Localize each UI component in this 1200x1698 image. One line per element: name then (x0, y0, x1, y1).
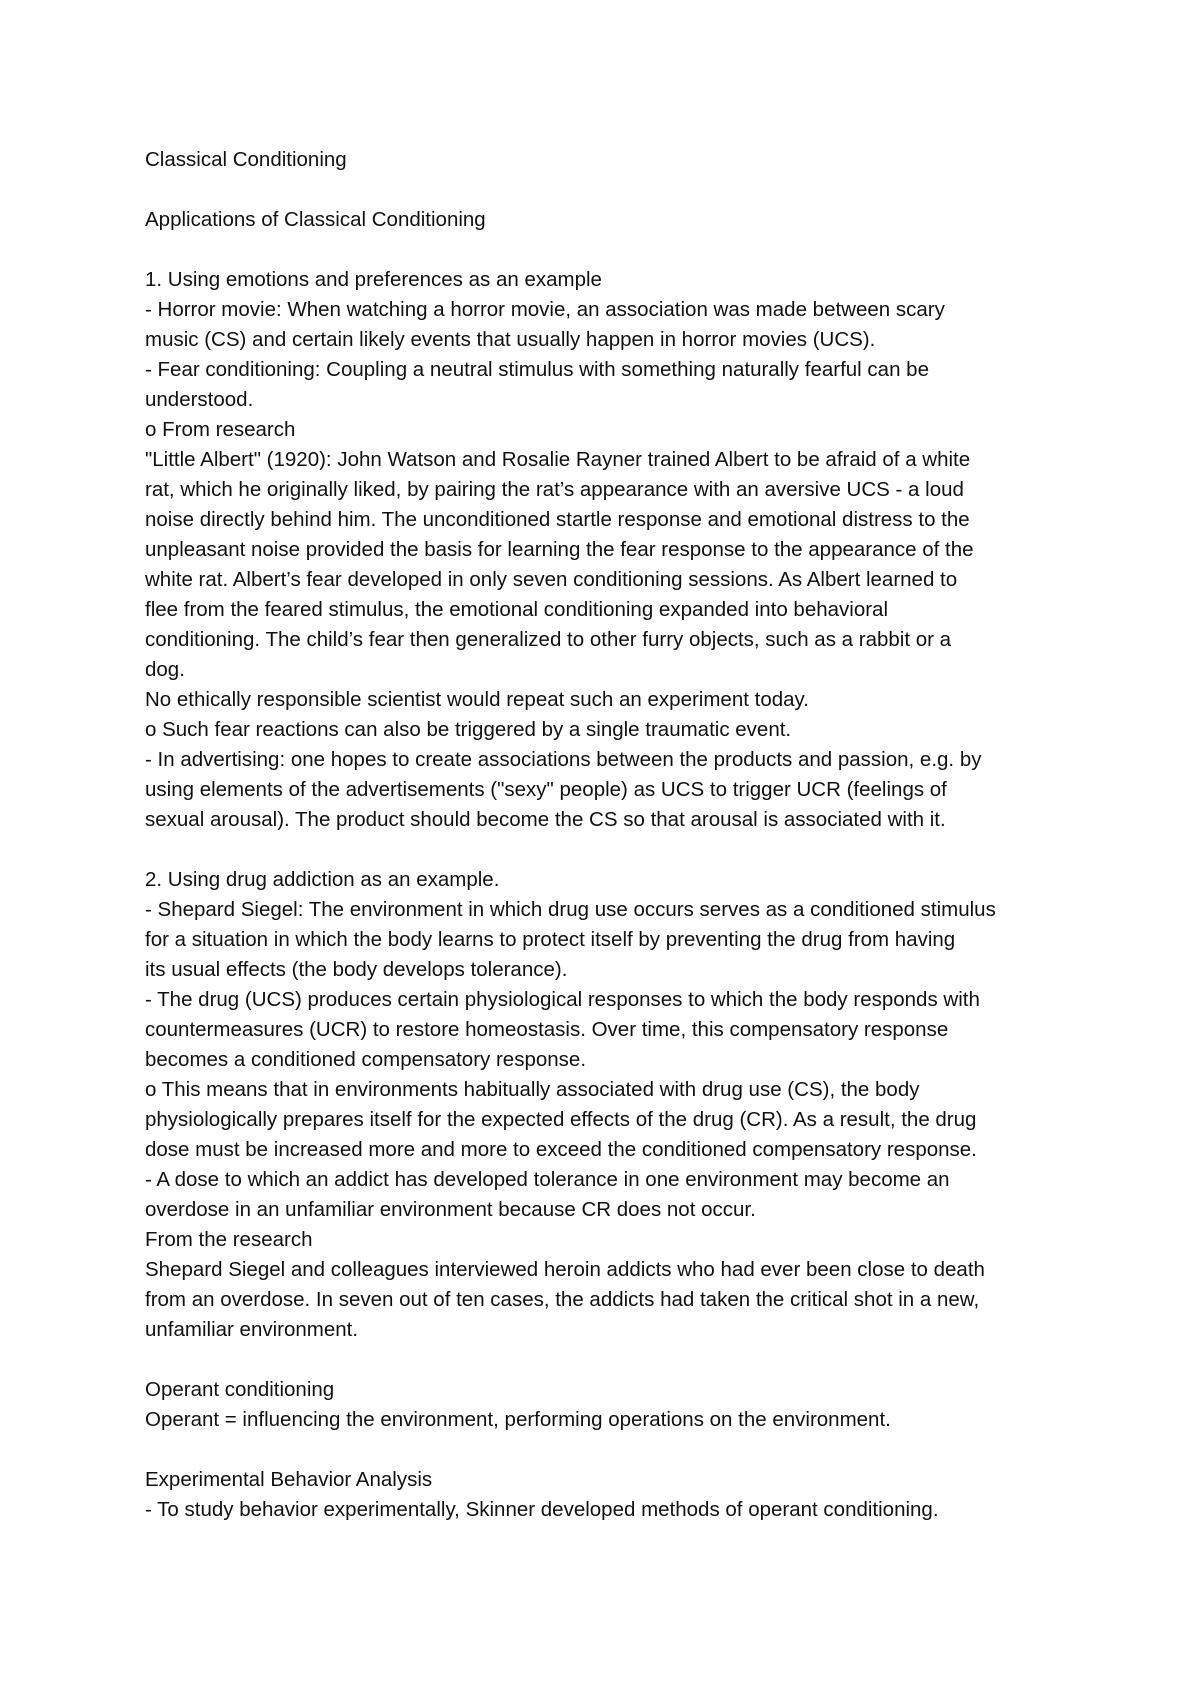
text-line: music (CS) and certain likely events that usually happen in horror movies (UCS). (145, 328, 876, 351)
text-line: dose must be increased more and more to exceed the conditioned compensatory response. (145, 1138, 977, 1161)
text-line: Shepard Siegel and colleagues interviewed heroin addicts who had ever been close to death (145, 1258, 985, 1281)
text-line: becomes a conditioned compensatory response. (145, 1048, 587, 1071)
blank-line (145, 175, 1085, 205)
section-heading: Experimental Behavior Analysis (145, 1468, 433, 1491)
text-line: from an overdose. In seven out of ten cases, the addicts had taken the critical shot in a new, (145, 1288, 980, 1311)
text-line: unpleasant noise provided the basis for learning the fear response to the appearance of the (145, 538, 974, 561)
document-title: Classical Conditioning (145, 148, 347, 171)
blank-line (145, 835, 1085, 865)
section-heading: Applications of Classical Conditioning (145, 208, 486, 231)
text-line: using elements of the advertisements ("sexy" people) as UCS to trigger UCR (feelings of (145, 778, 947, 801)
text-line: "Little Albert" (1920): John Watson and Rosalie Rayner trained Albert to be afraid of a white (145, 448, 971, 471)
blank-line (145, 235, 1085, 265)
text-line: - Horror movie: When watching a horror movie, an association was made between scary (145, 298, 945, 321)
text-line: countermeasures (UCR) to restore homeostasis. Over time, this compensatory response (145, 1018, 949, 1041)
text-line: rat, which he originally liked, by pairing the rat’s appearance with an aversive UCS - a loud (145, 478, 964, 501)
text-line: its usual effects (the body develops tolerance). (145, 958, 568, 981)
text-line: - Shepard Siegel: The environment in which drug use occurs serves as a conditioned stimulus (145, 898, 996, 921)
text-line: Operant = influencing the environment, performing operations on the environment. (145, 1408, 891, 1431)
text-line: understood. (145, 388, 254, 411)
blank-line (145, 1345, 1085, 1375)
text-line: conditioning. The child’s fear then generalized to other furry objects, such as a rabbit or a (145, 628, 952, 651)
text-line: 1. Using emotions and preferences as an example (145, 268, 602, 291)
text-line: sexual arousal). The product should become the CS so that arousal is associated with it. (145, 808, 946, 831)
text-line: white rat. Albert’s fear developed in only seven conditioning sessions. As Albert learned to (145, 568, 958, 591)
text-line: - A dose to which an addict has developed tolerance in one environment may become an (145, 1168, 950, 1191)
text-line: - Fear conditioning: Coupling a neutral stimulus with something naturally fearful can be (145, 358, 929, 381)
text-line: - The drug (UCS) produces certain physiological responses to which the body responds with (145, 988, 980, 1011)
text-line: - In advertising: one hopes to create associations between the products and passion, e.g. by (145, 748, 982, 771)
text-line: physiologically prepares itself for the expected effects of the drug (CR). As a result, the drug (145, 1108, 977, 1131)
text-line: o From research (145, 418, 296, 441)
text-line: From the research (145, 1228, 313, 1251)
text-line: dog. (145, 658, 185, 681)
text-line: flee from the feared stimulus, the emotional conditioning expanded into behavioral (145, 598, 889, 621)
text-line: overdose in an unfamiliar environment because CR does not occur. (145, 1198, 756, 1221)
text-line: for a situation in which the body learns to protect itself by preventing the drug from having (145, 928, 956, 951)
text-line: noise directly behind him. The unconditioned startle response and emotional distress to the (145, 508, 970, 531)
text-line: No ethically responsible scientist would repeat such an experiment today. (145, 688, 809, 711)
text-line: o Such fear reactions can also be triggered by a single traumatic event. (145, 718, 792, 741)
document-body (145, 145, 1085, 1525)
text-line: o This means that in environments habitually associated with drug use (CS), the body (145, 1078, 920, 1101)
section-heading: Operant conditioning (145, 1378, 335, 1401)
text-line: unfamiliar environment. (145, 1318, 359, 1341)
text-line: 2. Using drug addiction as an example. (145, 868, 500, 891)
text-line: - To study behavior experimentally, Skinner developed methods of operant conditioning. (145, 1498, 939, 1521)
blank-line (145, 1435, 1085, 1465)
